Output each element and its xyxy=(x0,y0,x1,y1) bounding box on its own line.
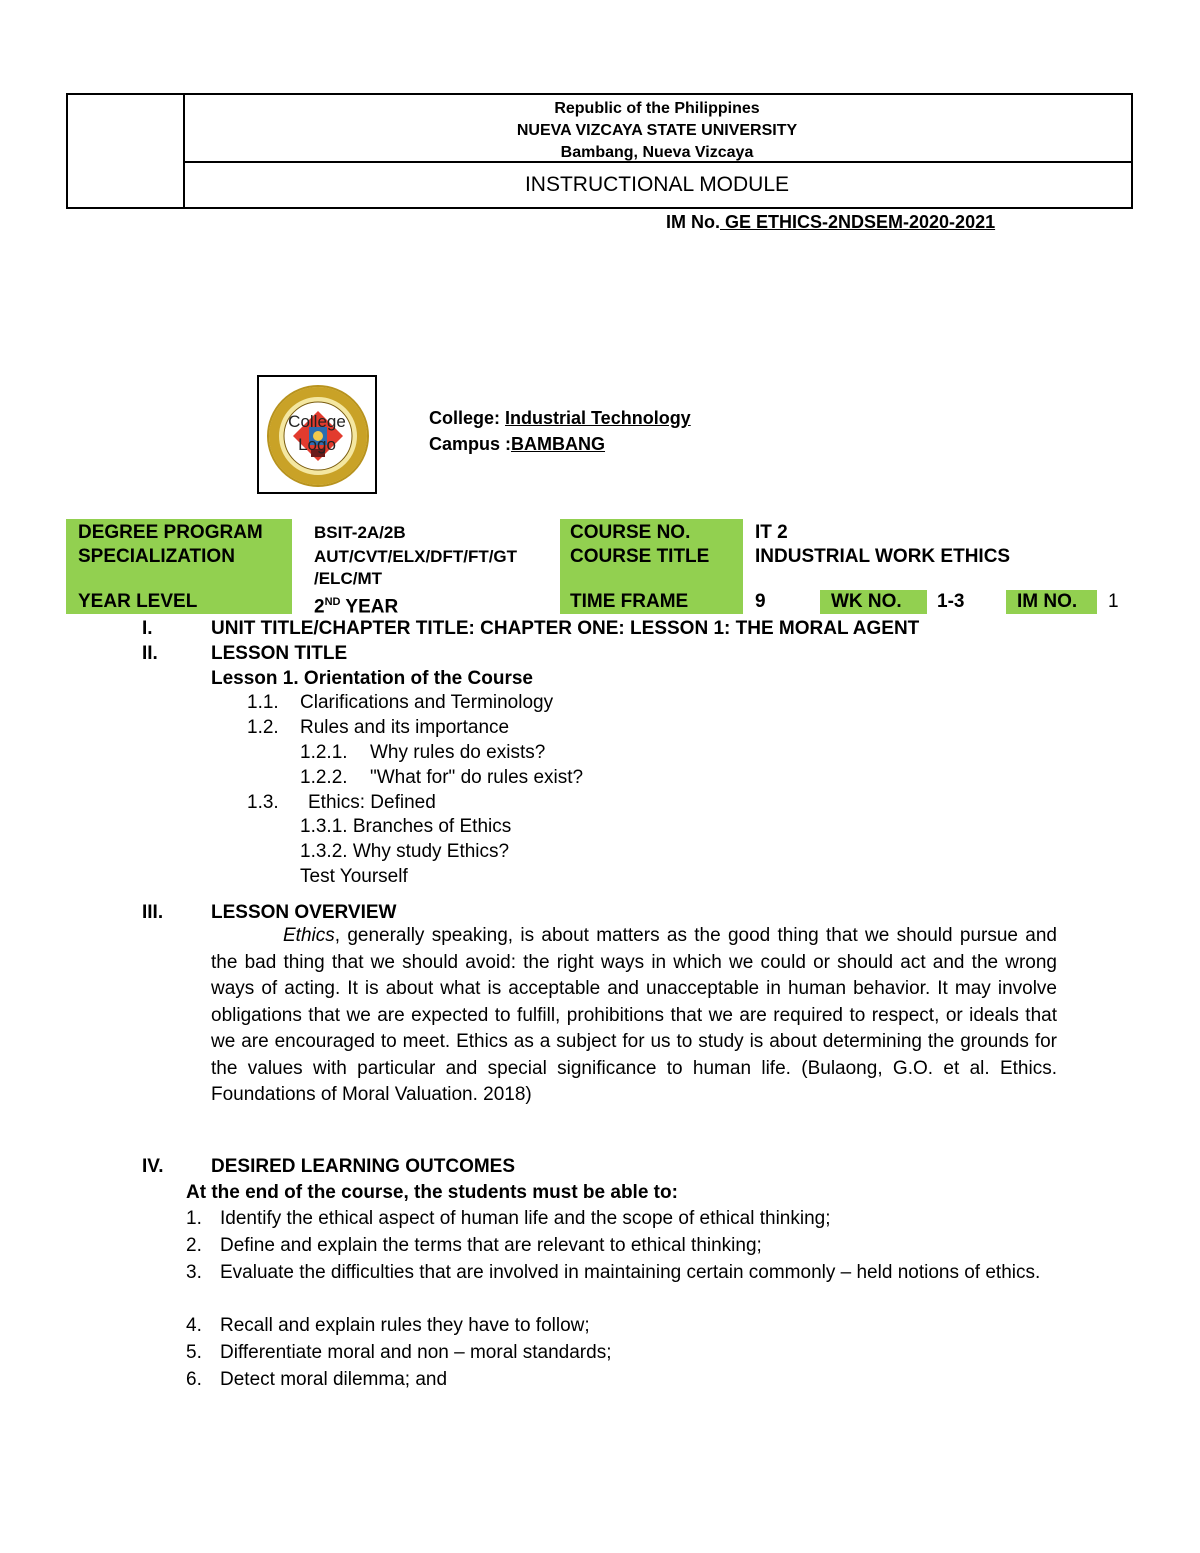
toc-text: "What for" do rules exist? xyxy=(370,767,584,788)
outcome-text: Identify the ethical aspect of human life and the scope of ethical thinking; xyxy=(220,1208,831,1229)
outcome-num: 6. xyxy=(186,1369,202,1390)
year-level-value xyxy=(314,590,398,619)
college-value: Industrial Technology xyxy=(505,408,691,428)
wk-no-label: WK NO. xyxy=(831,591,902,612)
toc-text: 1.3.1. Branches of Ethics xyxy=(300,816,512,837)
campus-label: Campus : xyxy=(429,434,512,454)
outcome-num: 1. xyxy=(186,1208,202,1229)
campus-value: BAMBANG xyxy=(511,434,606,454)
college-logo-box xyxy=(257,375,377,494)
im-no-label: IM NO. xyxy=(1017,591,1078,612)
toc-num: 1.2.1. xyxy=(300,742,348,763)
logo-text-top: College xyxy=(288,412,346,431)
outcome-item xyxy=(186,1340,1057,1367)
section-1-number: I. xyxy=(142,618,153,639)
im-no-value: 1 xyxy=(1108,591,1119,612)
year-word: YEAR xyxy=(340,596,399,618)
outcome-num: 2. xyxy=(186,1235,202,1256)
college-label: College: xyxy=(429,408,506,428)
section-4-title: DESIRED LEARNING OUTCOMES xyxy=(211,1156,516,1177)
toc-num: 1.2. xyxy=(247,717,279,738)
outcome-item xyxy=(186,1206,1057,1233)
toc-text: 1.3.2. Why study Ethics? xyxy=(300,841,510,862)
overview-lead: Ethics xyxy=(283,925,335,946)
outcome-text: Evaluate the difficulties that are involved in maintaining certain commonly – held notions of ethics. xyxy=(220,1262,1041,1283)
outcome-num: 3. xyxy=(186,1262,202,1283)
lesson-overview-paragraph xyxy=(211,923,1057,1109)
year-num: 2 xyxy=(314,596,325,618)
section-3-title: LESSON OVERVIEW xyxy=(211,902,397,923)
outcome-item xyxy=(186,1233,1057,1260)
toc-text: Clarifications and Terminology xyxy=(300,692,554,713)
module-title: INSTRUCTIONAL MODULE xyxy=(524,173,790,196)
year-level-label: YEAR LEVEL xyxy=(78,591,198,612)
outcome-num: 5. xyxy=(186,1342,202,1363)
section-2-title: LESSON TITLE xyxy=(211,643,348,664)
header-line-1: Republic of the Philippines xyxy=(554,100,760,117)
section-2-number: II. xyxy=(142,643,158,664)
time-frame-label: TIME FRAME xyxy=(570,591,689,612)
im-number-label: IM No. xyxy=(666,212,720,232)
outcome-num: 4. xyxy=(186,1315,202,1336)
logo-text-bottom: Logo xyxy=(298,435,336,454)
im-number xyxy=(666,212,995,233)
section-4-number: IV. xyxy=(142,1156,164,1177)
header-logo-cell xyxy=(68,95,185,207)
specialization-value-1: AUT/CVT/ELX/DFT/FT/GT xyxy=(314,547,518,566)
toc-num: 1.2.2. xyxy=(300,767,348,788)
header-line-2: NUEVA VIZCAYA STATE UNIVERSITY xyxy=(516,122,798,139)
outcome-item xyxy=(186,1367,1057,1394)
toc-num: 1.1. xyxy=(247,692,279,713)
section-1-title: UNIT TITLE/CHAPTER TITLE: CHAPTER ONE: LESSON 1: THE MORAL AGENT xyxy=(211,618,920,639)
year-sup: ND xyxy=(324,596,341,608)
outcome-text: Detect moral dilemma; and xyxy=(220,1369,448,1390)
specialization-value-2: /ELC/MT xyxy=(314,569,382,588)
course-no-value: IT 2 xyxy=(755,522,788,543)
im-number-value: GE ETHICS-2NDSEM-2020-2021 xyxy=(720,212,996,232)
outcome-text: Differentiate moral and non – moral standards; xyxy=(220,1342,612,1363)
college-line xyxy=(429,408,691,429)
toc-text: Test Yourself xyxy=(300,866,408,887)
outcomes-intro: At the end of the course, the students must be able to: xyxy=(186,1182,678,1203)
wk-no-value: 1-3 xyxy=(937,591,965,612)
lesson-heading: Lesson 1. Orientation of the Course xyxy=(211,668,533,689)
degree-program-value: BSIT-2A/2B xyxy=(314,523,406,542)
course-title-label: COURSE TITLE xyxy=(570,546,710,567)
degree-program-label: DEGREE PROGRAM xyxy=(78,522,263,543)
toc-text: Why rules do exists? xyxy=(370,742,546,763)
course-title-value: INDUSTRIAL WORK ETHICS xyxy=(755,546,1011,567)
section-3-number: III. xyxy=(142,902,164,923)
outcome-text: Recall and explain rules they have to follow; xyxy=(220,1315,590,1336)
toc-text: Ethics: Defined xyxy=(308,792,436,813)
outcome-item xyxy=(186,1260,1057,1287)
overview-body: , generally speaking, is about matters as the good thing that we should pursue and the bad thing that we should avoid: the right ways in which we could or should act and the wrong ways of acting. It is about what is acceptable and unacceptable in human behavior. It may involve obligations that we are expected to fulfill, prohibitions that we are required to respect, or ideals that we are encouraged to meet. Ethics as a subject for us to study is about determining the grounds for the values with particular and special significance to human life. (Bulaong, G.O. et al. Ethics. Foundations of Moral Valuation. 2018) xyxy=(211,925,1057,1105)
campus-line xyxy=(429,434,605,455)
toc-num: 1.3. xyxy=(247,792,279,813)
time-frame-value: 9 xyxy=(755,591,766,612)
toc-text: Rules and its importance xyxy=(300,717,510,738)
header-institution xyxy=(183,95,1131,163)
outcome-item xyxy=(186,1313,1057,1340)
specialization-label: SPECIALIZATION xyxy=(78,546,235,567)
header-box xyxy=(66,93,1133,209)
outcome-text: Define and explain the terms that are relevant to ethical thinking; xyxy=(220,1235,762,1256)
header-line-3: Bambang, Nueva Vizcaya xyxy=(560,144,754,161)
course-no-label: COURSE NO. xyxy=(570,522,691,543)
